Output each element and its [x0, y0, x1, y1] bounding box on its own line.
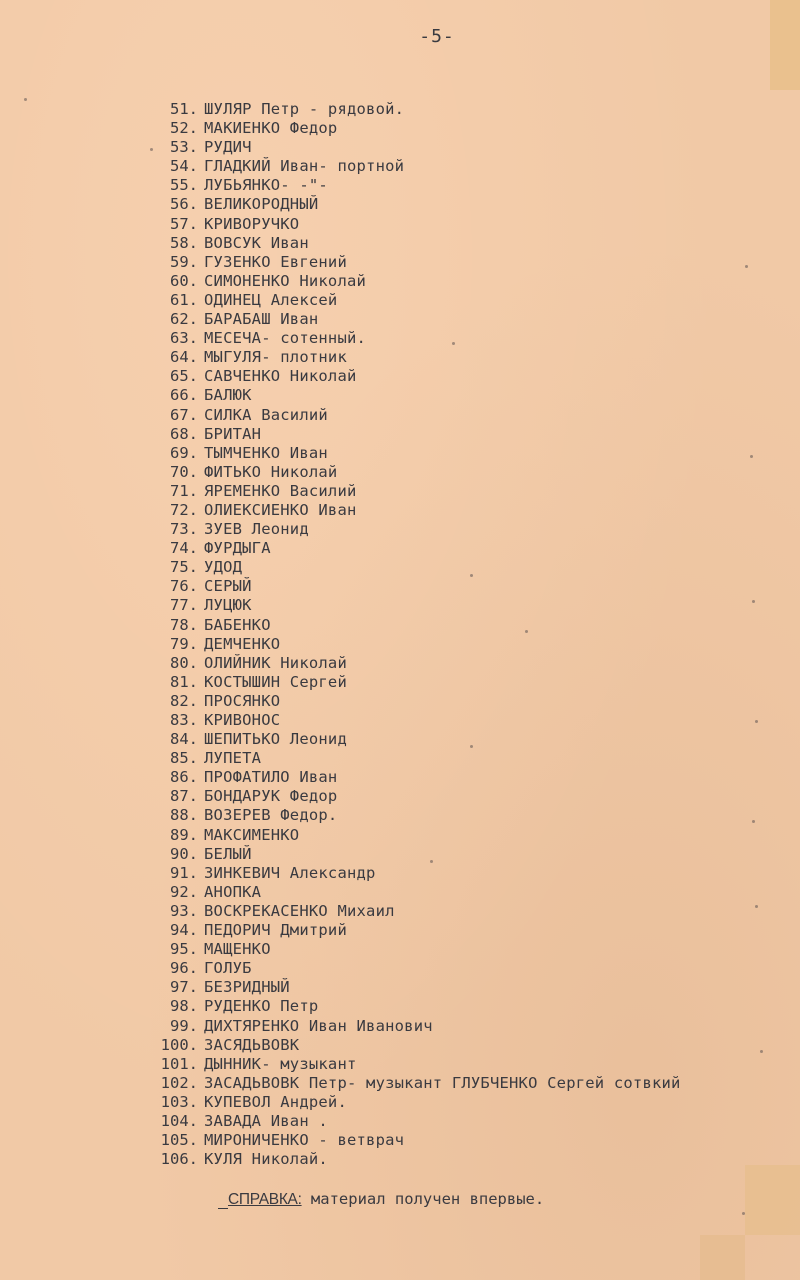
entry-text: ОЛИЕКСИЕНКО Иван [204, 500, 357, 519]
list-item [148, 577, 788, 596]
entry-number: 98. [170, 997, 198, 1016]
entry-text: ЯРЕМЕНКО Василий [204, 481, 357, 500]
list-item [148, 253, 788, 272]
entry-text: МИРОНИЧЕНКО - ветврач [204, 1131, 405, 1150]
entry-number: 54. [170, 157, 198, 176]
entry-text: ГЛАДКИЙ Иван- портной [204, 157, 405, 176]
entry-number: 94. [170, 921, 198, 940]
entry-text: ВЕЛИКОРОДНЫЙ [204, 195, 319, 214]
personnel-list [148, 100, 788, 1169]
entry-text: ДЫННИК- музыкант [204, 1054, 357, 1073]
entry-text: ГОЛУБ [204, 959, 252, 978]
list-item [148, 692, 788, 711]
entry-number: 61. [170, 290, 198, 309]
entry-text: СЕРЫЙ [204, 577, 252, 596]
list-item [148, 959, 788, 978]
entry-number: 99. [170, 1016, 198, 1035]
entry-number: 68. [170, 424, 198, 443]
entry-number: 81. [170, 672, 198, 691]
entry-text: ФУРДЫГА [204, 539, 271, 558]
list-item [148, 806, 788, 825]
entry-text: ЗАВАДА Иван . [204, 1111, 328, 1130]
entry-text: ЗИНКЕВИЧ Александр [204, 863, 376, 882]
list-item [148, 100, 788, 119]
entry-number: 57. [170, 214, 198, 233]
entry-number: 80. [170, 653, 198, 672]
entry-number: 64. [170, 348, 198, 367]
list-item [148, 845, 788, 864]
entry-number: 70. [170, 462, 198, 481]
entry-number: 78. [170, 615, 198, 634]
list-item [148, 768, 788, 787]
list-item [148, 176, 788, 195]
list-item [148, 1131, 788, 1150]
list-item [148, 348, 788, 367]
entry-text: МАКСИМЕНКО [204, 825, 300, 844]
entry-text: СИЛКА Василий [204, 405, 328, 424]
list-item [148, 329, 788, 348]
entry-number: 95. [170, 940, 198, 959]
list-item [148, 1036, 788, 1055]
entry-number: 103. [160, 1092, 198, 1111]
entry-text: ВОСКРЕКАСЕНКО Михаил [204, 901, 395, 920]
entry-text: ПРОФАТИЛО Иван [204, 768, 338, 787]
list-item [148, 482, 788, 501]
entry-text: БАРАБАШ Иван [204, 310, 319, 329]
entry-text: МЕСЕЧА- сотенный. [204, 329, 367, 348]
list-item [148, 463, 788, 482]
list-item [148, 291, 788, 310]
entry-number: 106. [160, 1150, 198, 1169]
entry-number: 55. [170, 176, 198, 195]
entry-number: 84. [170, 730, 198, 749]
entry-number: 69. [170, 443, 198, 462]
list-item [148, 119, 788, 138]
entry-number: 73. [170, 520, 198, 539]
entry-number: 60. [170, 271, 198, 290]
list-item [148, 596, 788, 615]
list-item [148, 1074, 788, 1093]
entry-number: 79. [170, 634, 198, 653]
entry-number: 56. [170, 195, 198, 214]
list-item [148, 940, 788, 959]
entry-text: ГУЗЕНКО Евгений [204, 252, 347, 271]
page-edge-stain [745, 1165, 800, 1235]
list-item [148, 501, 788, 520]
entry-number: 97. [170, 978, 198, 997]
entry-text: КУЛЯ Николай. [204, 1150, 328, 1169]
entry-text: МЫГУЛЯ- плотник [204, 348, 347, 367]
list-item [148, 826, 788, 845]
list-item [148, 425, 788, 444]
entry-number: 101. [160, 1054, 198, 1073]
entry-number: 91. [170, 863, 198, 882]
list-item [148, 386, 788, 405]
list-item [148, 1112, 788, 1131]
list-item [148, 1093, 788, 1112]
entry-text: БЕЗРИДНЫЙ [204, 978, 290, 997]
entry-number: 76. [170, 577, 198, 596]
entry-text: ПЕДОРИЧ Дмитрий [204, 921, 347, 940]
list-item [148, 1150, 788, 1169]
list-item [148, 921, 788, 940]
list-item [148, 673, 788, 692]
list-item [148, 558, 788, 577]
entry-text: БРИТАН [204, 424, 262, 443]
entry-text: ВОВСУК Иван [204, 233, 309, 252]
list-item [148, 749, 788, 768]
entry-text: ПРОСЯНКО [204, 691, 281, 710]
entry-text: МАЩЕНКО [204, 940, 271, 959]
entry-text: ШУЛЯР Петр - рядовой. [204, 100, 405, 118]
list-item [148, 520, 788, 539]
note-text: материал получен впервые. [301, 1190, 545, 1208]
list-item [148, 539, 788, 558]
list-item [148, 310, 788, 329]
reference-note [218, 1190, 544, 1209]
entry-text: ДИХТЯРЕНКО Иван Иванович [204, 1016, 433, 1035]
list-item [148, 883, 788, 902]
entry-text: КРИВОРУЧКО [204, 214, 300, 233]
entry-number: 92. [170, 882, 198, 901]
note-label: СПРАВКА: [228, 1191, 302, 1208]
entry-number: 58. [170, 233, 198, 252]
entry-number: 105. [160, 1131, 198, 1150]
entry-text: ВОЗЕРЕВ Федор. [204, 806, 338, 825]
entry-number: 53. [170, 138, 198, 157]
entry-number: 90. [170, 844, 198, 863]
entry-text: КРИВОНОС [204, 711, 281, 729]
entry-number: 88. [170, 806, 198, 825]
list-item [148, 234, 788, 253]
entry-number: 89. [170, 825, 198, 844]
entry-number: 65. [170, 367, 198, 386]
entry-number: 75. [170, 558, 198, 577]
entry-number: 104. [160, 1111, 198, 1130]
entry-text: БАБЕНКО [204, 615, 271, 634]
list-item [148, 1017, 788, 1036]
entry-number: 77. [170, 596, 198, 615]
entry-number: 83. [170, 711, 198, 729]
entry-text: РУДЕНКО Петр [204, 997, 319, 1016]
list-item [148, 864, 788, 883]
list-item [148, 997, 788, 1016]
entry-text: ТЫМЧЕНКО Иван [204, 443, 328, 462]
entry-text: ЗУЕВ Леонид [204, 520, 309, 539]
entry-number: 67. [170, 405, 198, 424]
entry-number: 82. [170, 691, 198, 710]
entry-text: САВЧЕНКО Николай [204, 367, 357, 386]
list-item [148, 1055, 788, 1074]
entry-number: 85. [170, 749, 198, 768]
entry-number: 74. [170, 539, 198, 558]
entry-number: 59. [170, 252, 198, 271]
list-item [148, 272, 788, 291]
list-item [148, 711, 788, 730]
entry-text: ЛУПЕТА [204, 749, 262, 768]
entry-text: ОДИНЕЦ Алексей [204, 290, 338, 309]
entry-number: 87. [170, 787, 198, 806]
entry-number: 96. [170, 959, 198, 978]
list-item [148, 978, 788, 997]
entry-text: РУДИЧ [204, 138, 252, 157]
entry-text: БАЛЮК [204, 386, 252, 405]
entry-text: УДОД [204, 558, 243, 577]
entry-text: ЗАСАДЬВОВК Петр- музыкант ГЛУБЧЕНКО Сергей сотвкий [204, 1073, 681, 1092]
entry-text: БОНДАРУК Федор [204, 787, 338, 806]
entry-number: 66. [170, 386, 198, 405]
entry-text: ОЛИЙНИК Николай [204, 653, 347, 672]
entry-number: 93. [170, 901, 198, 920]
list-item [148, 616, 788, 635]
entry-text: АНОПКА [204, 882, 262, 901]
entry-text: ФИТЬКО Николай [204, 462, 338, 481]
entry-number: 62. [170, 310, 198, 329]
list-item [148, 654, 788, 673]
entry-text: ДЕМЧЕНКО [204, 634, 281, 653]
entry-number: 86. [170, 768, 198, 787]
list-item [148, 367, 788, 386]
list-item [148, 730, 788, 749]
list-item [148, 215, 788, 234]
entry-number: 52. [170, 119, 198, 138]
entry-number: 71. [170, 481, 198, 500]
page-edge-stain [770, 0, 800, 90]
note-underline [218, 1208, 228, 1209]
page-edge-stain [700, 1235, 745, 1280]
entry-number: 51. [170, 100, 198, 118]
entry-text: ШЕПИТЬКО Леонид [204, 730, 347, 749]
list-item [148, 444, 788, 463]
list-item [148, 902, 788, 921]
list-item [148, 406, 788, 425]
entry-text: ЗАСЯДЬВОВК [204, 1035, 300, 1054]
entry-text: КОСТЫШИН Сергей [204, 672, 347, 691]
list-item [148, 787, 788, 806]
entry-text: СИМОНЕНКО Николай [204, 271, 367, 290]
entry-number: 100. [160, 1035, 198, 1054]
page-number: -5- [419, 26, 455, 47]
entry-text: КУПЕВОЛ Андрей. [204, 1092, 347, 1111]
entry-text: ЛУЦЮК [204, 596, 252, 615]
list-item [148, 138, 788, 157]
list-item [148, 635, 788, 654]
entry-number: 72. [170, 500, 198, 519]
list-item [148, 195, 788, 214]
entry-text: ЛУБЬЯНКО- -"- [204, 176, 328, 195]
entry-number: 63. [170, 329, 198, 348]
entry-number: 102. [160, 1073, 198, 1092]
entry-text: МАКИЕНКО Федор [204, 119, 338, 138]
list-item [148, 157, 788, 176]
entry-text: БЕЛЫЙ [204, 844, 252, 863]
